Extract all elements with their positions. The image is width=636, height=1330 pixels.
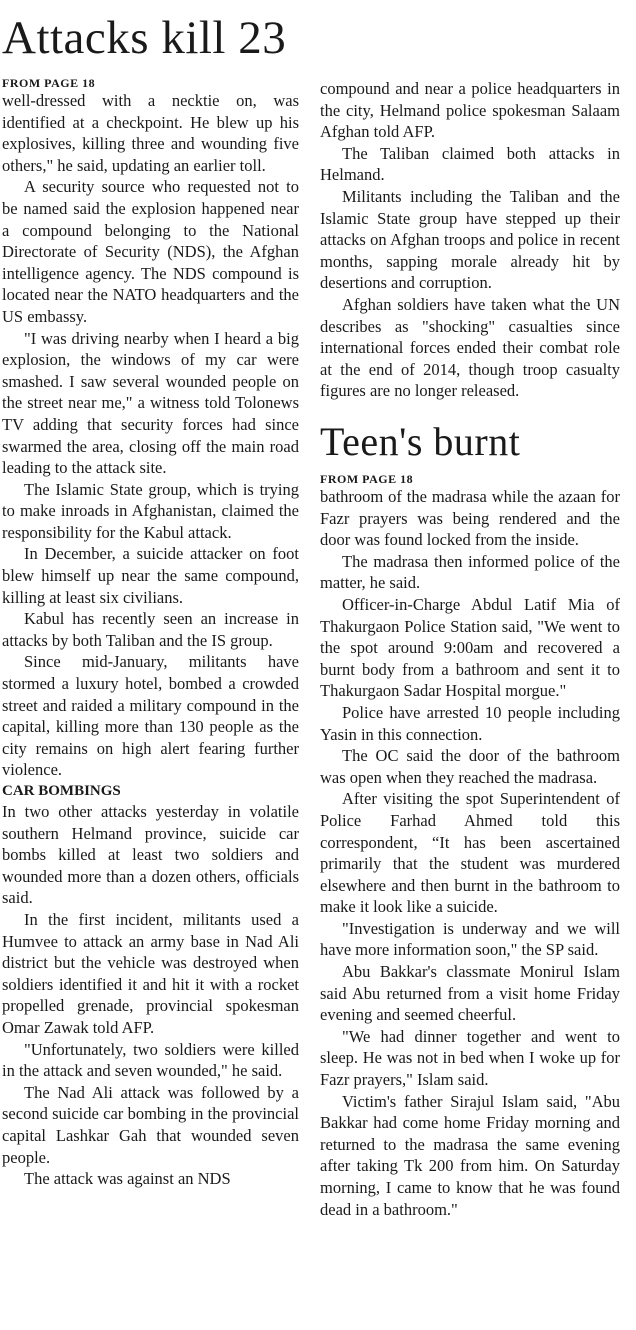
story1-paragraph: The attack was against an NDS: [24, 1169, 231, 1189]
story2-paragraph: "Investigation is underway and we will have more information soon," the SP said.: [320, 918, 620, 960]
story1-paragraph: Kabul has recently seen an increase in attacks by both Taliban and the IS group.: [2, 609, 299, 650]
story1-kicker: FROM PAGE 18: [2, 76, 96, 90]
story2-paragraph: The OC said the door of the bathroom was open when they reached the madrasa.: [320, 746, 620, 787]
story1-paragraph: Militants including the Taliban and the Islamic State group have stepped up their attacks on Afghan troops and police in recent months, sapping morale already hit by desertions and corruption.: [320, 186, 620, 293]
story1-paragraph: The Islamic State group, which is trying to make inroads in Afghanistan, claimed the responsibility for the Kabul attack.: [2, 479, 299, 542]
left-column: [2, 0, 299, 1190]
story1-paragraph: "Unfortunately, two soldiers were killed in the attack and seven wounded," he said.: [2, 1039, 299, 1081]
story1-paragraph: well-dressed with a necktie on, was identified at a checkpoint. He blew up his explosives, killing three and wounding five others," he said, updating an earlier toll.: [2, 91, 299, 175]
story2-paragraph: Police have arrested 10 people including Yasin in this connection.: [320, 702, 620, 744]
story1-paragraph: "I was driving nearby when I heard a big explosion, the windows of my car were smashed. I saw several wounded people on the street near me," a witness told Tolonews TV adding that security forces had since swarmed the area, closing off the main road leading to the attack site.: [2, 328, 299, 478]
story2-paragraph: After visiting the spot Superintendent of Police Farhad Ahmed told this correspondent, “It has been ascertained primarily that the student was murdered elsewhere and then burnt in the bathroom to make it look like a suicide.: [320, 789, 620, 917]
story1-paragraph: In December, a suicide attacker on foot blew himself up near the same compound, killing at least six civilians.: [2, 544, 299, 607]
story2-paragraph: The madrasa then informed police of the matter, he said.: [320, 551, 620, 593]
story1-paragraph: A security source who requested not to be named said the explosion happened near a compound belonging to the National Directorate of Security (NDS), the Afghan intelligence agency. The NDS compound is located near the NATO headquarters and the US embassy.: [2, 177, 299, 326]
story2-paragraph: Abu Bakkar's classmate Monirul Islam said Abu returned from a visit home Friday evening and seemed cheerful.: [320, 962, 620, 1025]
story1-paragraph: The Taliban claimed both attacks in Helmand.: [320, 143, 620, 185]
story1-headline: Attacks kill 23: [2, 12, 287, 64]
story2-paragraph: Victim's father Sirajul Islam said, "Abu Bakkar had come home Friday morning and returned to the madrasa the same evening after taking Tk 200 from him. On Saturday morning, I came to know that he was found dead in a bathroom.": [320, 1091, 620, 1219]
story1-paragraph: In two other attacks yesterday in volatile southern Helmand province, suicide car bombs killed at least two soldiers and wounded more than a dozen others, officials said.: [2, 802, 299, 908]
story1-paragraph: Afghan soldiers have taken what the UN describes as "shocking" casualties since international forces ended their combat role at the end of 2014, though troop casualty figures are no longer released.: [320, 294, 620, 401]
story1-continuation: [320, 0, 620, 402]
story2-kicker: FROM PAGE 18: [320, 472, 414, 486]
right-column: [320, 0, 620, 1220]
story2-paragraph: bathroom of the madrasa while the azaan for Fazr prayers was being rendered and the door was found locked from the inside.: [320, 487, 620, 550]
story1-paragraph: compound and near a police headquarters in the city, Helmand police spokesman Salaam Afghan told AFP.: [320, 79, 620, 142]
story2-headline: Teen's burnt: [320, 419, 521, 464]
story1-paragraph: In the first incident, militants used a Humvee to attack an army base in Nad Ali district but the vehicle was destroyed when soldiers identified it and hit it with a rocket propelled grenade, provincial spokesman Omar Zawak told AFP.: [2, 909, 299, 1037]
story1-subhead: CAR BOMBINGS: [2, 783, 121, 799]
story1-paragraph: Since mid-January, militants have stormed a luxury hotel, bombed a crowded street and raided a military compound in the capital, killing more than 130 people as the city remains on high alert fearing further violence.: [2, 652, 299, 780]
story2-paragraph: Officer-in-Charge Abdul Latif Mia of Thakurgaon Police Station said, "We went to the spot around 9:00am and recovered a burnt body from a bathroom and sent it to Thakurgaon Sadar Hospital morgue.": [320, 594, 620, 701]
story2-paragraph: "We had dinner together and went to sleep. He was not in bed when I woke up for Fazr prayers," Islam said.: [320, 1026, 620, 1090]
story1-paragraph: The Nad Ali attack was followed by a second suicide car bombing in the provincial capital Lashkar Gah that wounded seven people.: [2, 1082, 299, 1167]
